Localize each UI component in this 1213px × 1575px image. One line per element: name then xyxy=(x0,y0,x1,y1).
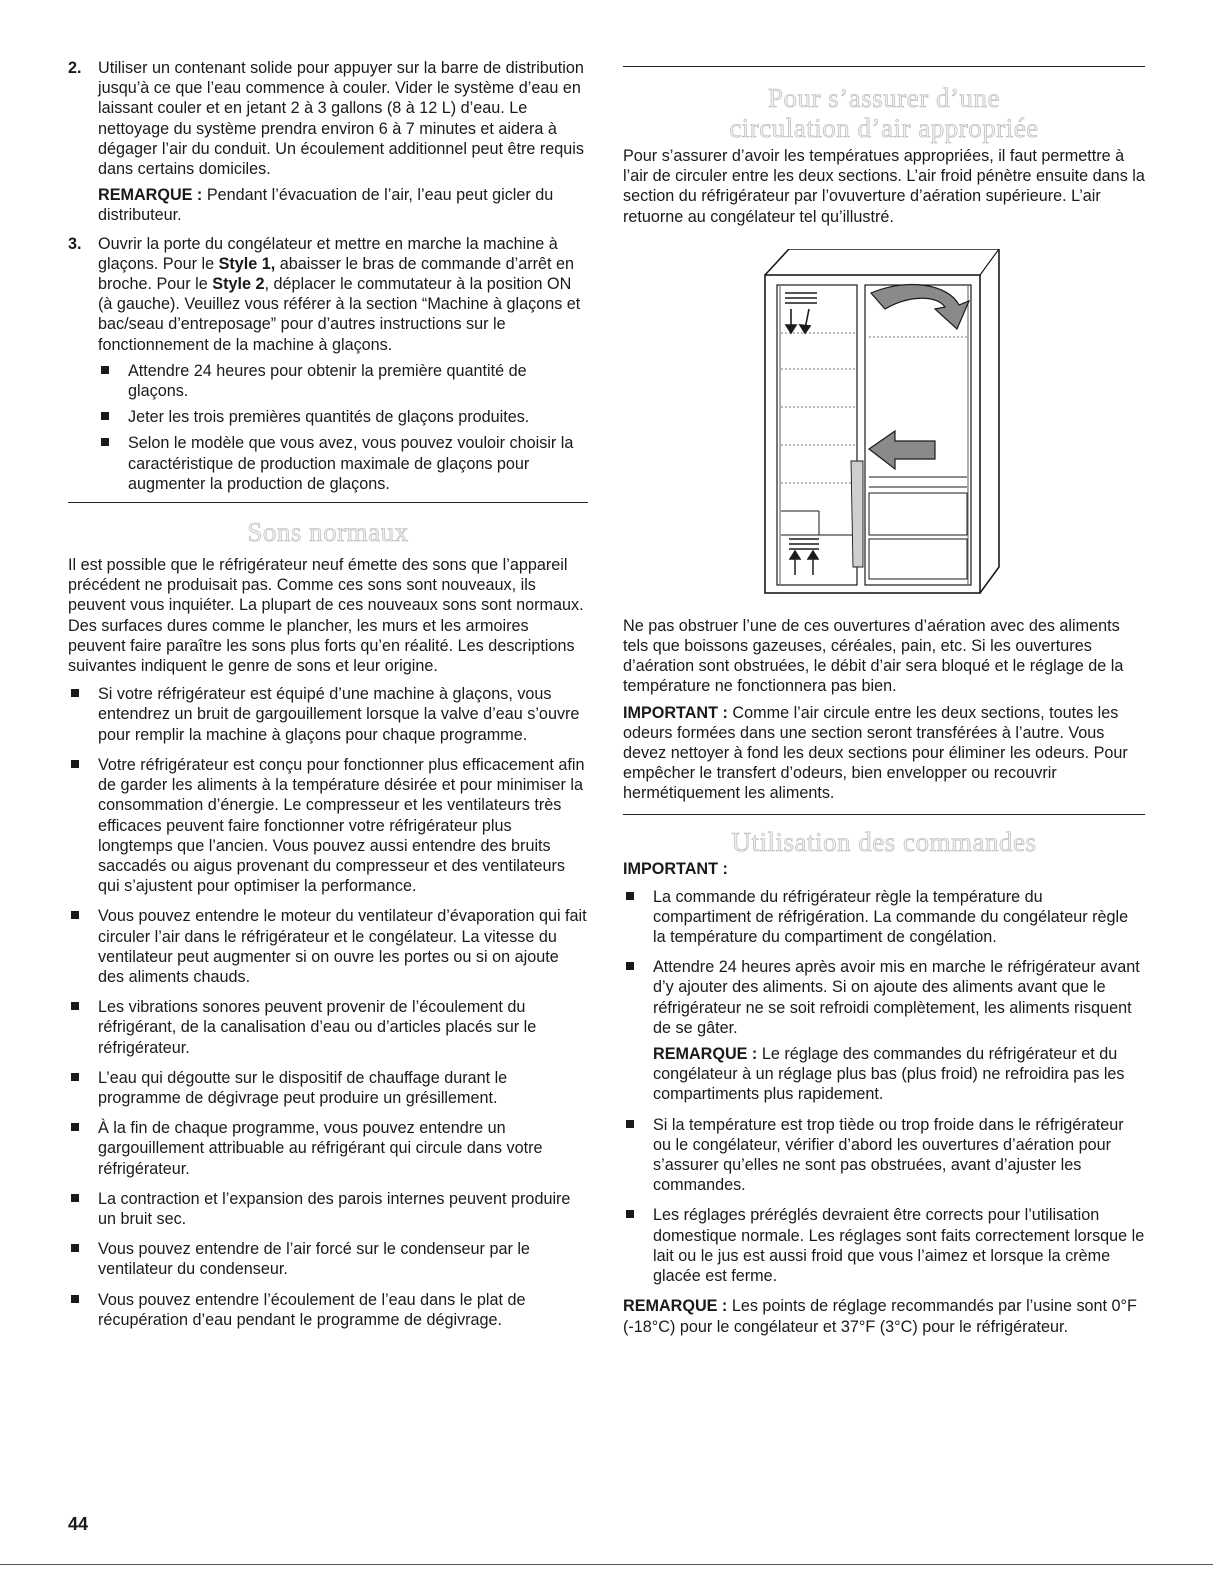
step-number: 3. xyxy=(68,234,82,253)
list-item-text: Attendre 24 heures après avoir mis en marche le réfrigérateur avant d’y ajouter des aliments. Si on ajoute des aliments avant que le réfrigérateur ne se soit refroidi complètement, les aliments risquent de se gâter. xyxy=(653,958,1140,1037)
note-label: REMARQUE : xyxy=(98,186,203,205)
list-item-text: Votre réfrigérateur est conçu pour fonctionner plus efficacement afin de garder les aliments à la température désirée et pour minimiser la consommation d’énergie. Le compresseur et les ventilateurs très efficaces peuvent faire fonctionner votre réfrigérateur plus longtemps que l’ancien. Vous pouvez aussi entendre des bruits saccadés ou aigus provenant du compresseur et des ventilateurs qui s’ajustent pour optimiser la performance. xyxy=(98,755,585,896)
page-number: 44 xyxy=(68,1514,89,1534)
section-divider xyxy=(623,814,1145,815)
list-item xyxy=(68,755,588,896)
square-bullet-icon xyxy=(626,892,634,900)
list-item xyxy=(623,1115,1145,1196)
list-item xyxy=(68,1290,588,1330)
sounds-bullets xyxy=(68,684,588,1330)
list-item-text: Vous pouvez entendre de l’air forcé sur le condenseur par le ventilateur du condenseur. xyxy=(98,1240,530,1279)
left-column xyxy=(68,58,588,1340)
list-item-text: À la fin de chaque programme, vous pouvez entendre un gargouillement attribuable au réfrigérant qui circule dans votre réfrigérateur. xyxy=(98,1119,543,1178)
list-item xyxy=(623,957,1145,1104)
square-bullet-icon xyxy=(71,1194,79,1202)
list-item-text: Jeter les trois premières quantités de glaçons produites. xyxy=(128,408,530,427)
square-bullet-icon xyxy=(71,760,79,768)
airflow-caution: Ne pas obstruer l’une de ces ouvertures d’aération avec des aliments tels que boissons gazeuses, céréales, pain, etc. Si les ouvertures d’aération sont obstruées, le débit d’air sera bloqué et le réglage de la température ne fonctionnera pas bien. xyxy=(623,616,1124,696)
square-bullet-icon xyxy=(71,1073,79,1081)
list-item-text: Les réglages préréglés devraient être corrects pour l’utilisation domestique normale. Les réglages sont faits correctement lorsque le lait ou le jus est aussi froid que vous l’aimez et lorsque la crème glacée est ferme. xyxy=(653,1206,1145,1286)
list-item-text: Vous pouvez entendre l’écoulement de l’eau dans le plat de récupération d’eau pendant le programme de dégivrage. xyxy=(98,1290,526,1329)
list-item-text: Les vibrations sonores peuvent provenir de l’écoulement du réfrigérant, de la canalisation d’eau ou d’articles placés sur le réfrigérateur. xyxy=(98,998,537,1057)
list-item xyxy=(68,684,588,745)
note-text: Le réglage des commandes du réfrigérateur et du congélateur à un réglage plus bas (plus froid) ne refroidira pas les compartiments plus rapidement. xyxy=(653,1045,1125,1104)
section-divider xyxy=(68,502,588,503)
step-number: 2. xyxy=(68,59,82,77)
square-bullet-icon xyxy=(101,412,109,420)
step-3 xyxy=(68,234,588,494)
list-item-text: Vous pouvez entendre le moteur du ventilateur d’évaporation qui fait circuler l’air dans le réfrigérateur et le congélateur. La vitesse du ventilateur peut augmenter si on ouvre les portes ou si on ajoute des aliments chauds. xyxy=(98,907,587,986)
list-item xyxy=(68,1118,588,1179)
section-heading-controls: Utilisation des commandes xyxy=(731,826,1037,857)
list-item xyxy=(68,1189,588,1229)
square-bullet-icon xyxy=(71,1002,79,1010)
step-text: Utiliser un contenant solide pour appuyer sur la barre de distribution jusqu’à ce que l’eau commence à couler. Vider le système d’eau en laissant couler et en jetant 2 à 3 gallons (8 à 12 L) d’eau. Le nettoyage du système prendra environ 6 à 7 minutes et aidera à dégager l’air du conduit. Un écoulement additionnel peut être requis dans certains domiciles. xyxy=(98,59,584,179)
controls-important-label: IMPORTANT : xyxy=(623,859,728,878)
airflow-important xyxy=(623,703,1145,804)
list-item-text: Si votre réfrigérateur est équipé d’une machine à glaçons, vous entendrez un bruit de gargouillement lorsque la valve d’eau s’ouvre pour remplir la machine à glaçons pour chaque programme. xyxy=(98,685,580,744)
controls-final-note xyxy=(623,1296,1145,1336)
square-bullet-icon xyxy=(101,438,109,446)
list-item xyxy=(68,906,588,987)
step-3-bullets xyxy=(98,361,588,494)
square-bullet-icon xyxy=(71,1295,79,1303)
list-item xyxy=(98,361,588,401)
text-run: , déplacer le commutateur à la position ON (à gauche). Veuillez vous référer à la section “Machine à glaçons et bac/seau d’entreposage” pour d’autres instructions sur le fonctionnement de la machine à glaçons. xyxy=(98,275,581,354)
list-item-text: L’eau qui dégoutte sur le dispositif de chauffage durant le programme de dégivrage peut produire un grésillement. xyxy=(98,1068,508,1107)
text-run: Ouvrir la porte du congélateur et mettre en marche la machine à glaçons. Pour le xyxy=(98,234,558,273)
list-item-text: La commande du réfrigérateur règle la température du compartiment de réfrigération. La commande du congélateur règle la température du compartiment de congélation. xyxy=(653,887,1129,947)
controls-note xyxy=(653,1044,1145,1105)
square-bullet-icon xyxy=(626,1120,634,1128)
section-heading-airflow-line-1: Pour s’assurer d’une xyxy=(768,83,1000,113)
refrigerator-airflow-diagram xyxy=(759,249,1005,595)
important-label: IMPORTANT : xyxy=(623,703,728,722)
step-text xyxy=(98,234,588,355)
right-column xyxy=(623,58,1145,1343)
controls-bullets xyxy=(623,887,1145,1287)
list-item xyxy=(623,1205,1145,1286)
square-bullet-icon xyxy=(626,962,634,970)
section-divider xyxy=(623,66,1145,67)
footer-rule xyxy=(0,1564,1213,1565)
list-item xyxy=(68,1068,588,1108)
square-bullet-icon xyxy=(71,1244,79,1252)
square-bullet-icon xyxy=(71,1123,79,1131)
step-note xyxy=(98,185,588,225)
note-text: Les points de réglage recommandés par l’usine sont 0°F (-18°C) pour le congélateur et 37°F (3°C) pour le réfrigérateur. xyxy=(623,1297,1137,1336)
list-item-text: La contraction et l’expansion des parois internes peuvent produire un bruit sec. xyxy=(98,1189,571,1228)
square-bullet-icon xyxy=(101,366,109,374)
section-heading-sons-normaux: Sons normaux xyxy=(247,517,409,548)
list-item-text: Selon le modèle que vous avez, vous pouvez vouloir choisir la caractéristique de production maximale de glaçons pour augmenter la production de glaçons. xyxy=(128,434,574,493)
square-bullet-icon xyxy=(71,689,79,697)
list-item xyxy=(68,1239,588,1279)
airflow-intro: Pour s’assurer d’avoir les températues appropriées, il faut permettre à l’air de circuler entre les deux sections. L’air froid pénètre ensuite dans la section du réfrigérateur par l’ovuverture d’aération supérieure. L’air retuorne au congélateur tel qu’illustré. xyxy=(623,147,1145,226)
list-item xyxy=(623,887,1145,948)
square-bullet-icon xyxy=(626,1210,634,1218)
list-item-text: Si la température est trop tiède ou trop froide dans le réfrigérateur ou le congélateur, vérifier d’abord les ouvertures d’aération pour s’assurer qu’elles ne sont pas obstruées, avant d’ajuster les commandes. xyxy=(653,1115,1124,1195)
list-item xyxy=(68,997,588,1058)
square-bullet-icon xyxy=(71,911,79,919)
text-run: abaisser le bras de commande d’arrêt en broche. Pour le xyxy=(98,254,575,294)
step-2 xyxy=(68,58,588,226)
style-2-label: Style 2 xyxy=(212,275,265,294)
list-item-text: Attendre 24 heures pour obtenir la première quantité de glaçons. xyxy=(128,361,527,401)
style-1-label: Style 1, xyxy=(218,254,276,273)
list-item xyxy=(98,407,588,427)
list-item xyxy=(98,433,588,494)
important-text: Comme l’air circule entre les deux sections, toutes les odeurs formées dans une section seront transférées à l’autre. Vous devez nettoyer à fond les deux sections pour éliminer les odeurs. Pour empêcher le transfert d’odeurs, bien envelopper ou recouvrir hermétiquement les aliments. xyxy=(623,703,1128,803)
note-label: REMARQUE : xyxy=(623,1297,728,1316)
note-text: Pendant l’évacuation de l’air, l’eau peut gicler du distributeur. xyxy=(98,186,554,225)
sounds-intro: Il est possible que le réfrigérateur neuf émette des sons que l’appareil précédent ne produisait pas. Comme ces sons sont nouveaux, ils peuvent vous inquiéter. La plupart de ces nouveaux sons sont normaux. Des surfaces dures comme le plancher, les murs et les armoires peuvent faire paraître les sons plus forts qu’en réalité. Les descriptions suivantes indiquent le genre de sons et leur origine. xyxy=(68,556,584,676)
note-label: REMARQUE : xyxy=(653,1045,758,1064)
section-heading-airflow-line-2: circulation d’air appropriée xyxy=(729,113,1039,143)
